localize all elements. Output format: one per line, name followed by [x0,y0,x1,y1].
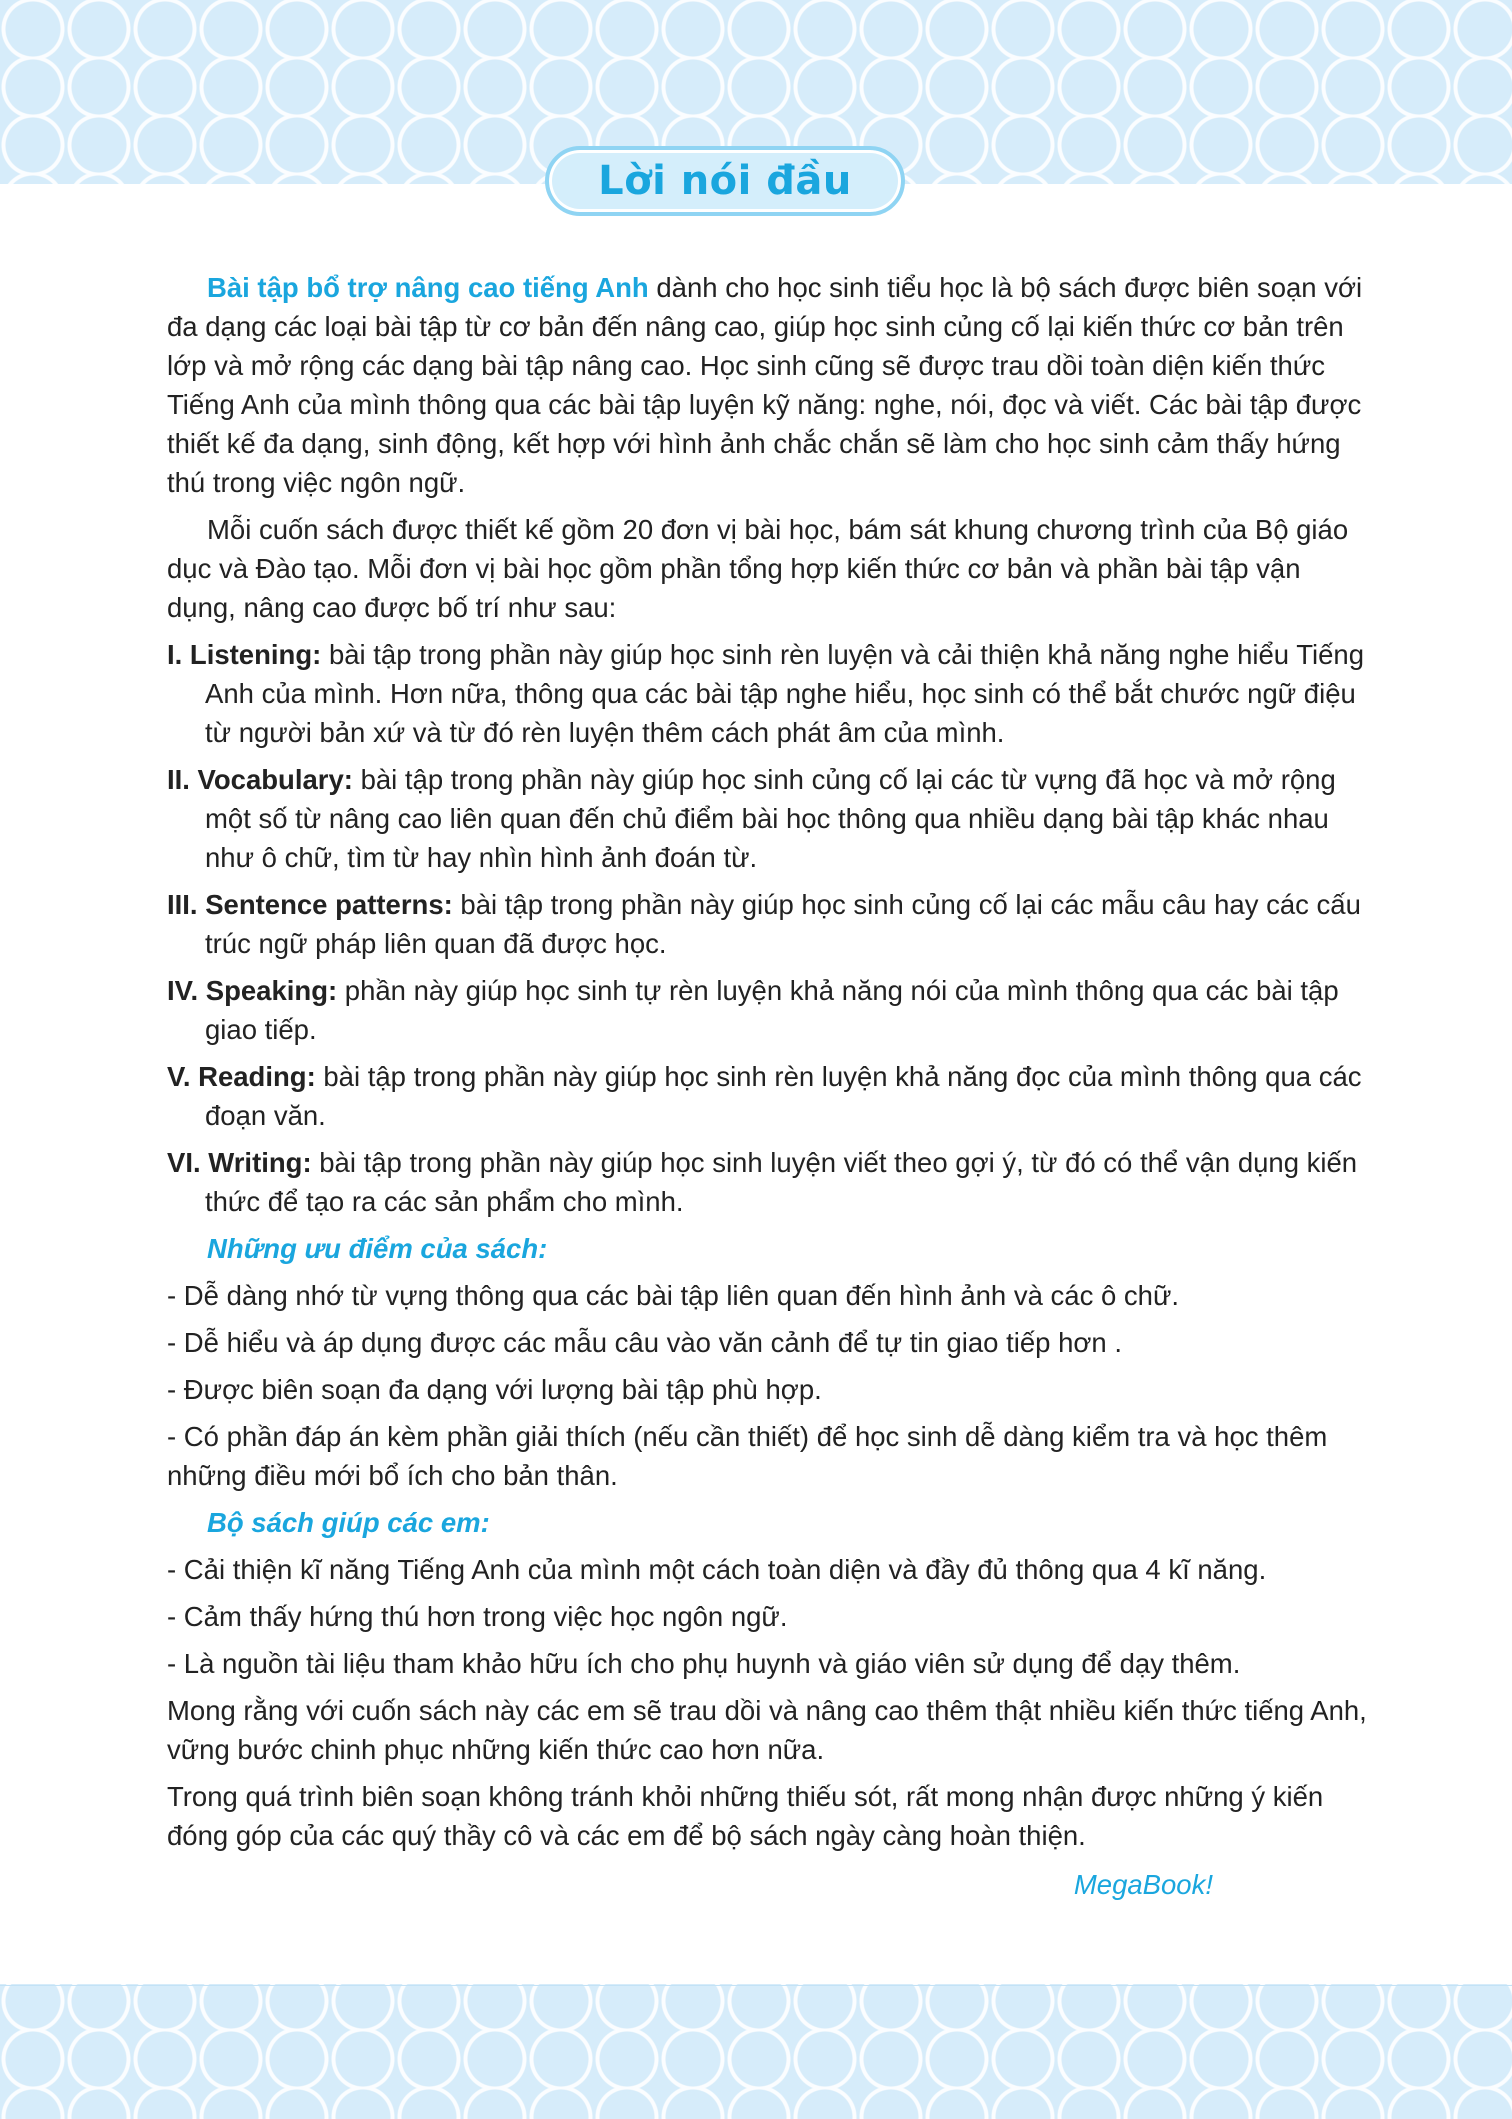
signature: MegaBook! [1073,1869,1213,1900]
help-item: - Cảm thấy hứng thú hơn trong việc học ngôn ngữ. [167,1601,788,1632]
section-label: I. Listening: [167,639,322,670]
section-label: III. Sentence patterns: [167,889,453,920]
section-text: bài tập trong phần này giúp học sinh rèn luyện và cải thiện khả năng nghe hiểu Tiếng Anh của mình. Hơn nữa, thông qua các bài tập nghe hiểu, học sinh có thể bắt chước ngữ điệu từ người bản xứ và từ đó rèn luyện thêm cách phát âm của mình. [205,639,1365,748]
help-item: - Cải thiện kĩ năng Tiếng Anh của mình một cách toàn diện và đầy đủ thông qua 4 kĩ năng. [167,1554,1267,1585]
page-title: Lời nói đầu [598,158,852,204]
section-label: V. Reading: [167,1061,316,1092]
book-title-highlight: Bài tập bổ trợ nâng cao tiếng Anh [207,272,649,303]
advantage-item: - Được biên soạn đa dạng với lượng bài tập phù hợp. [167,1374,822,1405]
advantages-heading: Những ưu điểm của sách: [207,1233,548,1264]
section-reading [167,1057,1375,1135]
section-speaking [167,971,1375,1049]
section-text: bài tập trong phần này giúp học sinh củng cố lại các từ vựng đã học và mở rộng một số từ nâng cao liên quan đến chủ điểm bài học thông qua nhiều dạng bài tập khác nhau như ô chữ, tìm từ hay nhìn hình ảnh đoán từ. [205,764,1336,873]
section-vocabulary [167,760,1375,877]
footer-divider [0,1985,1512,1986]
helps-heading: Bộ sách giúp các em: [207,1507,490,1538]
section-text: bài tập trong phần này giúp học sinh rèn luyện khả năng đọc của mình thông qua các đoạn văn. [205,1061,1362,1131]
intro-text: dành cho học sinh tiểu học là bộ sách được biên soạn với đa dạng các loại bài tập từ cơ bản đến nâng cao, giúp học sinh củng cố lại kiến thức cơ bản trên lớp và mở rộng các dạng bài tập nâng cao. Học sinh cũng sẽ được trau dồi toàn diện kiến thức Tiếng Anh của mình thông qua các bài tập luyện kỹ năng: nghe, nói, đọc và viết. Các bài tập được thiết kế đa dạng, sinh động, kết hợp với hình ảnh chắc chắn sẽ làm cho học sinh cảm thấy hứng thú trong việc ngôn ngữ. [167,272,1363,498]
section-sentence-patterns [167,885,1375,963]
structure-paragraph: Mỗi cuốn sách được thiết kế gồm 20 đơn vị bài học, bám sát khung chương trình của Bộ giáo dục và Đào tạo. Mỗi đơn vị bài học gồm phần tổng hợp kiến thức cơ bản và phần bài tập vận dụng, nâng cao được bố trí như sau: [167,514,1349,623]
advantage-item: - Có phần đáp án kèm phần giải thích (nếu cần thiết) để học sinh dễ dàng kiểm tra và học thêm những điều mới bổ ích cho bản thân. [167,1421,1328,1491]
help-item: - Là nguồn tài liệu tham khảo hữu ích cho phụ huynh và giáo viên sử dụng để dạy thêm. [167,1648,1241,1679]
preface-body [167,268,1375,1912]
section-listening [167,635,1375,752]
section-label: IV. Speaking: [167,975,338,1006]
section-text: phần này giúp học sinh tự rèn luyện khả năng nói của mình thông qua các bài tập giao tiếp. [205,975,1339,1045]
section-text: bài tập trong phần này giúp học sinh luyện viết theo gợi ý, từ đó có thể vận dụng kiến thức để tạo ra các sản phẩm cho mình. [205,1147,1358,1217]
section-label: VI. Writing: [167,1147,312,1178]
section-text: bài tập trong phần này giúp học sinh củng cố lại các mẫu câu hay các cấu trúc ngữ pháp liên quan đã được học. [205,889,1361,959]
section-label: II. Vocabulary: [167,764,353,795]
advantage-item: - Dễ hiểu và áp dụng được các mẫu câu vào văn cảnh để tự tin giao tiếp hơn . [167,1327,1122,1358]
section-writing [167,1143,1375,1221]
title-banner [545,146,905,216]
closing-paragraph: Mong rằng với cuốn sách này các em sẽ trau dồi và nâng cao thêm thật nhiều kiến thức tiếng Anh, vững bước chinh phục những kiến thức cao hơn nữa. [167,1695,1367,1765]
intro-paragraph [167,268,1375,502]
advantage-item: - Dễ dàng nhớ từ vựng thông qua các bài tập liên quan đến hình ảnh và các ô chữ. [167,1280,1179,1311]
closing-paragraph: Trong quá trình biên soạn không tránh khỏi những thiếu sót, rất mong nhận được những ý kiến đóng góp của các quý thầy cô và các em để bộ sách ngày càng hoàn thiện. [167,1781,1324,1851]
